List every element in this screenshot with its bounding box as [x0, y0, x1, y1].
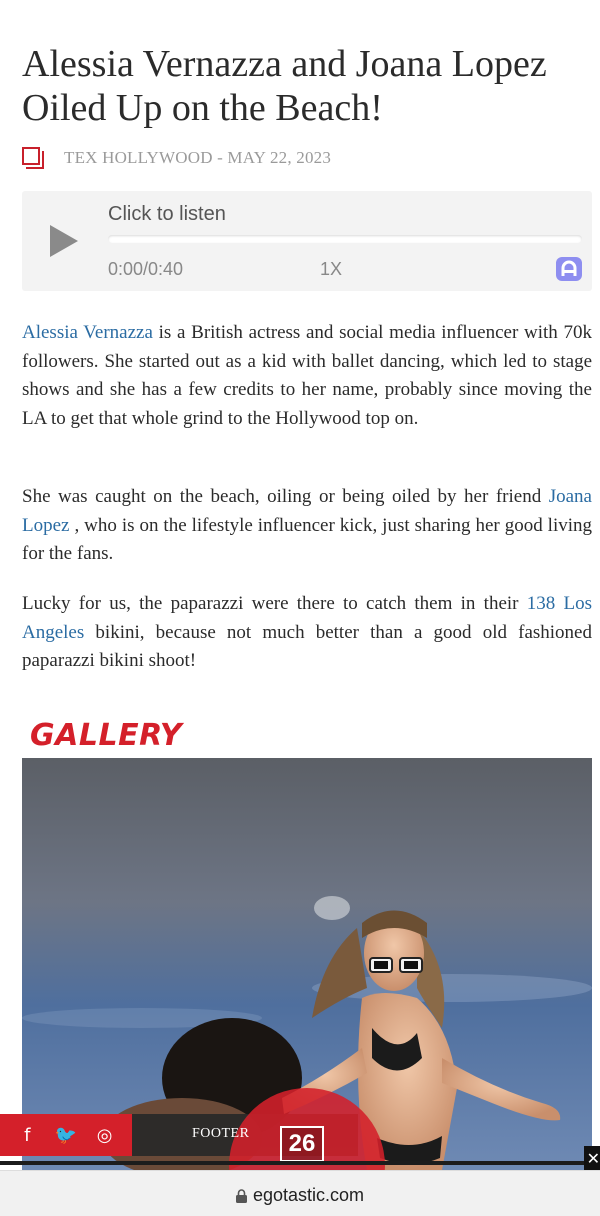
listen-label: Click to listen — [108, 203, 226, 225]
social-links — [0, 1114, 132, 1156]
gallery-count-badge[interactable]: 26 — [280, 1126, 324, 1162]
paragraph-1 — [22, 319, 592, 433]
paragraph-2-text-after: , who is on the lifestyle influencer kick, just sharing her good living for the fans. — [22, 514, 592, 564]
paragraph-3-text-before: Lucky for us, the paparazzi were there to catch them in their — [22, 593, 527, 614]
twitter-icon[interactable]: 🐦 — [54, 1124, 78, 1146]
footer-menu-link[interactable]: FOOTER — [192, 1126, 250, 1141]
audio-brand-icon — [556, 257, 582, 281]
joana-lopez-link[interactable]: Joana Lopez — [22, 486, 592, 536]
play-button[interactable] — [48, 223, 80, 259]
instagram-icon[interactable]: ◎ — [96, 1124, 113, 1146]
audio-time: 0:00/0:40 — [108, 259, 184, 279]
article-title: Alessia Vernazza and Joana Lopez Oiled Up on the Beach! — [22, 43, 547, 129]
address-field[interactable] — [236, 1185, 364, 1206]
paragraph-2-text-before: She was caught on the beach, oiling or being oiled by her friend — [22, 486, 549, 507]
play-icon — [48, 223, 80, 259]
audio-progress-track[interactable] — [108, 235, 582, 243]
close-icon[interactable]: ✕ — [584, 1146, 600, 1172]
byline — [22, 146, 331, 170]
paragraph-1-text: is a British actress and social media influencer with 70k followers. She started out as a kid with ballet dancing, which led to stage shows and she has a few credits to her name, probably since moving the LA to get that whole grind to the Hollywood top on. — [22, 322, 593, 429]
browser-url-bar — [0, 1170, 600, 1216]
url-text: egotastic.com — [252, 1185, 365, 1205]
author-logo-icon — [22, 147, 44, 169]
alessia-vernazza-link[interactable]: Alessia Vernazza — [22, 322, 153, 343]
audio-brand-button[interactable] — [556, 257, 582, 281]
paragraph-3 — [22, 590, 592, 676]
gallery-heading: GALLERY — [30, 718, 183, 753]
scroll-progress-line — [0, 1161, 585, 1165]
paragraph-2 — [22, 483, 592, 569]
138-los-angeles-link[interactable]: 138 Los Angeles — [22, 593, 593, 643]
sticky-footer-bar — [0, 1114, 600, 1168]
playback-speed-button[interactable]: 1X — [320, 259, 343, 279]
facebook-icon[interactable]: f — [24, 1124, 31, 1146]
paragraph-3-text-after: bikini, because not much better than a good old fashioned paparazzi bikini shoot! — [22, 621, 592, 671]
byline-text: TEX HOLLYWOOD - MAY 22, 2023 — [64, 148, 332, 167]
audio-player — [22, 191, 592, 291]
lock-icon — [236, 1189, 247, 1203]
